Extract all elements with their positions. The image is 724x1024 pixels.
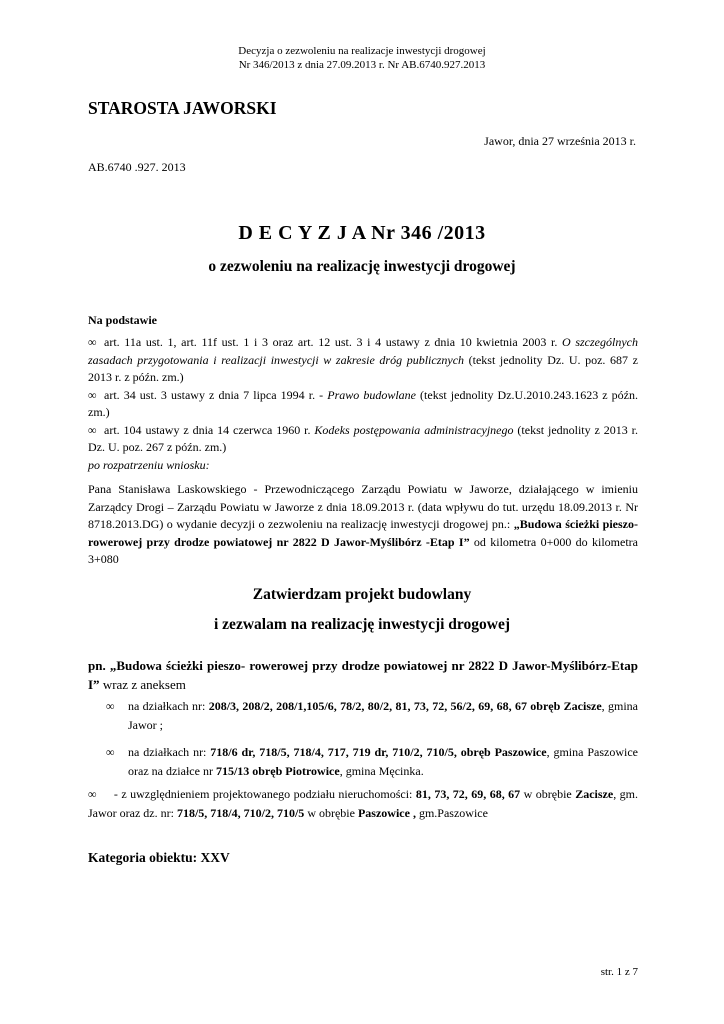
division-plots: 718/5, 718/4, 710/2, 710/5: [176, 806, 305, 820]
act-name: Kodeks postępowania administracyjnego: [314, 422, 514, 437]
division-precinct: Zacisze: [575, 787, 614, 801]
legal-basis-citation: (tekst jednolity z 2013 r. Dz. U. poz. 267 z późn. zm.): [88, 422, 639, 454]
date-line: Jawor, dnia 27 września 2013 r.: [484, 134, 636, 148]
division-text: - z uwzględnieniem projektowanego podziału nieruchomości:: [96, 787, 416, 801]
division-paragraph: [88, 785, 638, 823]
project-paragraph: [88, 656, 638, 694]
legal-basis-item: [88, 387, 638, 422]
object-category: Kategoria obiektu: XXV: [88, 850, 230, 865]
approval-heading-line1: Zatwierdzam projekt budowlany: [252, 586, 472, 603]
plot-municipality: , gmina Paszowice oraz na działce nr: [128, 745, 638, 778]
reference-number: AB.6740 .927. 2013: [88, 160, 186, 174]
legal-basis-text: art. 34 ust. 3 ustawy z dnia 7 lipca 1994 r. -: [104, 387, 328, 402]
plot-suffix: , gmina Męcinka.: [339, 764, 424, 778]
legal-basis-list: [88, 334, 638, 457]
investment-name: „Budowa ścieżki pieszo- rowerowej przy drodze powiatowej nr 2822 D Jawor-Myślibórz -Etap I”: [88, 517, 638, 549]
plots-list: [88, 697, 638, 789]
legal-basis-text: art. 11a ust. 1, art. 11f ust. 1 i 3 oraz art. 12 ust. 3 i 4 ustawy z dnia 10 kwietnia 2003 r.: [104, 335, 563, 349]
legal-basis-item: [88, 334, 638, 387]
act-name: Prawo budowlane: [327, 387, 416, 402]
infinity-bullet-icon: ∞: [106, 699, 115, 713]
plot-list-item: [88, 697, 638, 735]
plot-prefix: na działkach nr:: [128, 745, 211, 759]
act-name: O szczególnych zasadach przygotowania i realizacji inwestycji w zakresie dróg publicznych: [88, 335, 638, 367]
plot-numbers: 718/6 dr, 718/5, 718/4, 717, 719 dr, 710/2, 710/5, obręb Paszowice: [210, 745, 547, 759]
division-plots: 81, 73, 72, 69, 68, 67: [415, 787, 521, 801]
issuing-authority: STAROSTA JAWORSKI: [88, 98, 277, 118]
application-range: od kilometra 0+000 do kilometra 3+080: [88, 534, 638, 566]
page-number: str. 1 z 7: [600, 966, 638, 978]
division-text: w obrębie: [304, 806, 358, 820]
plot-list-item: [88, 743, 638, 781]
division-text: w obrębie: [520, 787, 576, 801]
legal-basis-text: art. 104 ustawy z dnia 14 czerwca 1960 r.: [104, 422, 315, 437]
running-header-line1: Decyzja o zezwoleniu na realizacje inwestycji drogowej: [238, 45, 486, 57]
division-precinct: Paszowice ,: [357, 806, 416, 820]
infinity-bullet-icon: ∞: [106, 745, 115, 759]
application-paragraph: [88, 481, 638, 569]
legal-basis-citation: (tekst jednolity Dz.U.2010.243.1623 z późn. zm.): [88, 387, 639, 419]
legal-basis-heading: Na podstawie: [88, 313, 158, 327]
plot-prefix: na działkach nr:: [128, 699, 209, 713]
division-text: , gm. Jawor oraz dz. nr:: [88, 787, 638, 820]
plot-municipality: , gmina Jawor ;: [128, 699, 638, 732]
infinity-bullet-icon: ∞: [88, 387, 97, 402]
division-text: gm.Paszowice: [415, 806, 488, 820]
infinity-bullet-icon: ∞: [88, 787, 97, 801]
after-review-label: po rozpatrzeniu wniosku:: [88, 458, 210, 472]
plot-numbers: 208/3, 208/2, 208/1,105/6, 78/2, 80/2, 81, 73, 72, 56/2, 69, 68, 67 obręb Zacisze: [208, 699, 602, 713]
project-annex: wraz z aneksem: [99, 677, 186, 692]
approval-heading-line2: i zezwalam na realizację inwestycji drogowej: [214, 616, 510, 633]
plot-numbers-secondary: 715/13 obręb Piotrowice: [215, 764, 340, 778]
infinity-bullet-icon: ∞: [88, 335, 97, 349]
infinity-bullet-icon: ∞: [88, 422, 97, 437]
project-name: pn. „Budowa ścieżki pieszo- rowerowej przy drodze powiatowej nr 2822 D Jawor-Myślibórz-Etap I”: [88, 658, 638, 692]
legal-basis-item: [88, 422, 638, 457]
running-header-line2: Nr 346/2013 z dnia 27.09.2013 r. Nr AB.6740.927.2013: [238, 59, 486, 71]
decision-title: D E C Y Z J A Nr 346 /2013: [238, 222, 486, 244]
decision-subtitle: o zezwoleniu na realizację inwestycji drogowej: [208, 258, 516, 275]
legal-basis-citation: (tekst jednolity Dz. U. poz. 687 z 2013 r. z późn. zm.): [88, 352, 638, 384]
application-text: Pana Stanisława Laskowskiego - Przewodniczącego Zarządu Powiatu w Jaworze, działającego w imieniu Zarządcy Drogi – Zarządu Powiatu w Jaworze z dnia 18.09.2013 r. (data wpływu do tut. urzędu 18.09.2013 r. Nr 8718.2013.DG) o wydanie decyzji o zezwoleniu na realizację inwestycji drogowej pn.:: [88, 482, 638, 531]
